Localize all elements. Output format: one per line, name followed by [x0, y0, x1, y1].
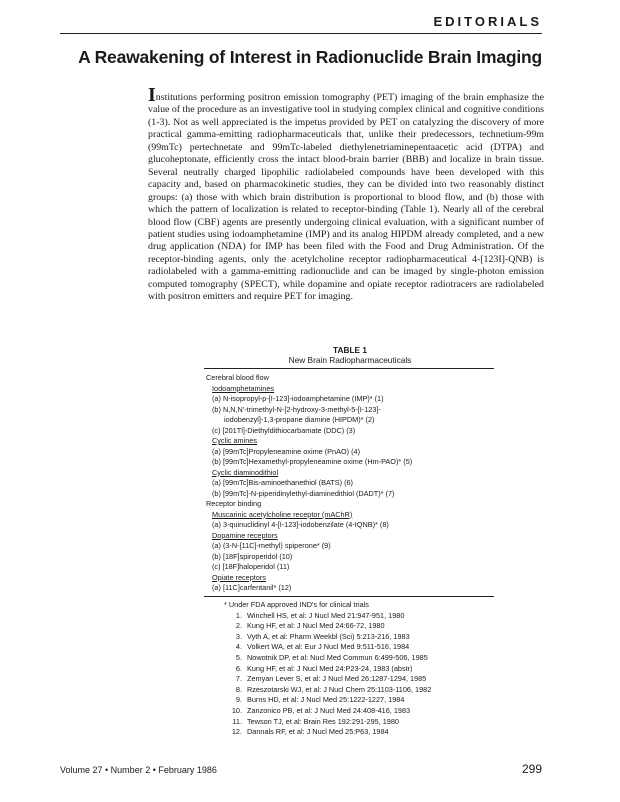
body-text: nstitutions performing positron emission tomography (PET) imaging of the brain emphasize the value of the procedure as an investigative tool in studying complex clinical and cognitive conditions (1-3). Not as well appreciated is the impetus provided by PET on catalyzing the discovery of more practical gamma-emitting radiopharmaceuticals that, unlike their predecessors, technetium-99m (99mTc) pertechnetate and 99mTc-labeled diethylenetriaminepentaacetic acid (DTPA) and glucoheptonate, efficiently cross the intact blood-brain barrier (BBB) and localize in brain tissue. Several neutrally charged lipophilic radiolabeled compounds have been developed with this capacity and, based on pharmacokinetic studies, they can be divided into two reasonably distinct groups: (a) those with which brain distribution is proportional to blood flow, and (b) those with which the pattern of localization is related to receptor-binding (Table 1). Nearly all of the cerebral blood flow (CBF) agents are presently undergoing clinical evaluation, with a significant number of patient studies using iodoamphetamine (IMP) and its analog HIPDM already completed, and a new drug application (NDA) for IMP has been filed with the Food and Drug Administration. Of the receptor-binding agents, only the acetylcholine receptor radiopharmaceutical 4-[123I]-QNB) is radiolabeled with a gamma-emitting radionuclide and can be imaged by single-photon emission computed tomography (SPECT), while dopamine and opiate receptor radiotracers are radiolabeled with positron emitters and require PET for imaging.: [148, 92, 544, 303]
table-body: [206, 373, 496, 594]
reference-item: [224, 727, 504, 738]
reference-number: 10.: [231, 705, 242, 715]
reference-item: [224, 685, 504, 696]
table-heading: [200, 345, 500, 365]
reference-text: Vyth A, et al: Pharm Weekbl (Sci) 5:213-216, 1983: [247, 631, 410, 641]
reference-number: 7.: [235, 674, 242, 684]
reference-text: Zemyan Lever S, et al: J Nucl Med 26:1287-1294, 1985: [247, 674, 427, 684]
reference-item: [224, 664, 504, 675]
table-row: (a) [99mTc]Propyleneamine oxime (PnAO) (4): [212, 446, 361, 456]
table-row: Receptor binding: [206, 499, 262, 508]
table-row: Dopamine receptors: [212, 530, 278, 540]
page-number: 299: [521, 762, 542, 776]
table-caption: New Brain Radiopharmaceuticals: [288, 355, 412, 365]
article-title: A Reawakening of Interest in Radionuclide Brain Imaging: [78, 47, 542, 67]
drop-cap: I: [148, 84, 156, 106]
table-references: [224, 600, 504, 738]
reference-item: [224, 611, 504, 622]
reference-text: Zanzonico PB, et al: J Nucl Med 24:408-416, 1983: [247, 705, 411, 715]
reference-number: 8.: [235, 684, 242, 694]
reference-text: Burns HD, et al: J Nucl Med 25:1222-1227, 1984: [247, 695, 405, 705]
table-label: TABLE 1: [333, 345, 367, 355]
reference-text: Winchell HS, et al: J Nucl Med 21:947-951, 1980: [247, 610, 405, 620]
reference-number: 3.: [235, 631, 242, 641]
reference-item: [224, 674, 504, 685]
reference-text: Rzeszotarski WJ, et al: J Nucl Chem 25:1103-1106, 1982: [247, 684, 432, 694]
table-row: (a) 3-quinuclidinyl 4-[I-123]-iodobenzilate (4-IQNB)* (8): [212, 520, 389, 529]
reference-text: Kung HF, et al: J Nucl Med 24:66-72, 1980: [247, 621, 385, 631]
table-row: Muscarinic acetylcholine receptor (mAChR): [212, 509, 353, 519]
reference-item: [224, 706, 504, 717]
table-row: Cyclic amines: [212, 436, 258, 445]
reference-item: [224, 632, 504, 643]
reference-number: 12.: [231, 727, 242, 737]
table-row: Iodoamphetamines: [212, 383, 275, 393]
table-footnote: * Under FDA approved IND's for clinical trials: [224, 600, 369, 609]
table-row: (b) [99mTc]-N-piperidinylethyl-diaminedithiol (DADT)* (7): [212, 488, 395, 498]
table-top-rule: [204, 368, 494, 369]
section-label: EDITORIALS: [433, 14, 542, 29]
reference-number: 9.: [235, 695, 242, 705]
reference-item: [224, 621, 504, 632]
reference-number: 2.: [235, 621, 242, 631]
table-row: (c) [201Tl]-Diethyldithiocarbamate (DDC) (3): [212, 425, 356, 435]
reference-number: 11.: [232, 716, 242, 726]
reference-text: Kung HF, et al: J Nucl Med 24:P23-24, 1983 (abstr): [247, 663, 413, 673]
table-row: (b) [99mTc]Hexamethyl-propyleneamine oxime (Hm-PAO)* (5): [212, 457, 413, 466]
reference-number: 1.: [235, 610, 242, 620]
table-row: Cyclic diaminodithiol: [212, 467, 279, 477]
reference-text: Tewson TJ, et al: Brain Res 192:291-295, 1980: [247, 716, 399, 726]
reference-item: [224, 695, 504, 706]
header-rule: [60, 33, 542, 34]
reference-list: [224, 611, 504, 738]
reference-item: [224, 717, 504, 728]
reference-text: Dannals RF, et al: J Nucl Med 25:P63, 1984: [247, 727, 389, 737]
table-row: (a) N-isopropyl-p-[I-123]-iodoamphetamine (IMP)* (1): [212, 394, 384, 403]
reference-text: Nowotnik DP, et al: Nucl Med Commun 6:499-506, 1985: [247, 652, 428, 662]
table-row: (b) N,N,N'-trimethyl-N-[2-hydroxy-3-methyl-5-[I-123]-: [212, 404, 381, 414]
table-row: (b) [18F]spiroperidol (10): [212, 551, 293, 561]
table-row: Cerebral blood flow: [206, 373, 269, 382]
table-row: iodobenzyl]-1,3-propane diamine (HIPDM)* (2): [224, 415, 375, 424]
reference-item: [224, 653, 504, 664]
body-paragraph: [148, 84, 544, 304]
footer-issue: Volume 27 • Number 2 • February 1986: [60, 765, 217, 775]
table-row: (c) [18F]haloperidol (11): [212, 562, 290, 571]
reference-number: 4.: [235, 642, 242, 652]
reference-number: 6.: [235, 663, 242, 673]
reference-text: Volkert WA, et al: Eur J Nucl Med 9:511-516, 1984: [247, 642, 410, 652]
table-row: (a) [99mTc]Bis-aminoethanethiol (BATS) (6): [212, 478, 353, 487]
reference-item: [224, 642, 504, 653]
table-row: (a) (3-N-[11C]-methyl) spiperone* (9): [212, 541, 331, 550]
table-bottom-rule: [204, 596, 494, 597]
table-row: (a) [11C]carfentanil* (12): [212, 583, 292, 592]
table-row: Opiate receptors: [212, 572, 266, 582]
reference-number: 5.: [235, 652, 242, 662]
